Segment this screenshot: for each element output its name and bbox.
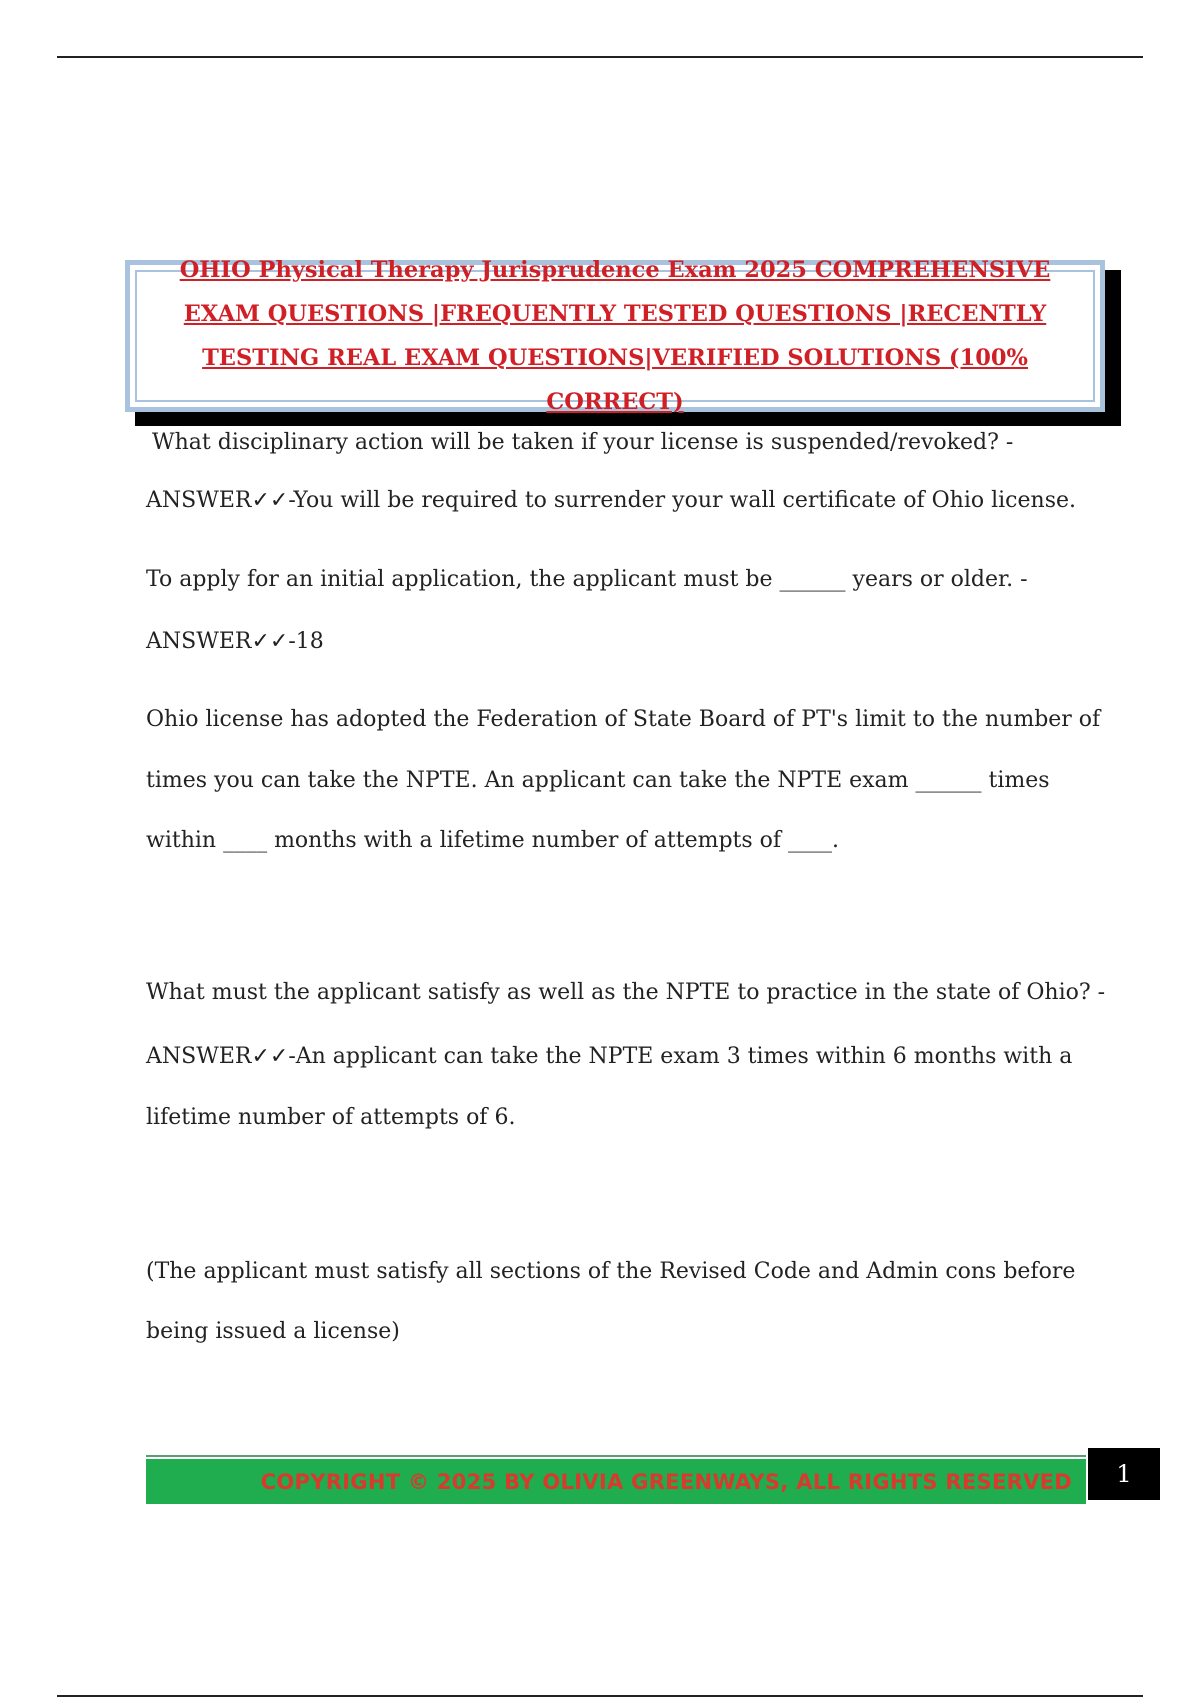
- footer-rule: [146, 1455, 1086, 1457]
- note-line-1: (The applicant must satisfy all sections of the Revised Code and Admin cons before: [146, 1259, 1076, 1284]
- question-3-line-3: within ____ months with a lifetime number of attempts of ____.: [146, 828, 840, 853]
- top-rule: [57, 56, 1143, 58]
- answer-2-text: ANSWER✓✓-18: [146, 629, 324, 654]
- note-line-2: being issued a license): [146, 1319, 400, 1344]
- answer-4-line-2: lifetime number of attempts of 6.: [146, 1105, 516, 1130]
- question-3-line-2: times you can take the NPTE. An applicant can take the NPTE exam ______ times: [146, 768, 1050, 793]
- bottom-rule: [57, 1695, 1143, 1697]
- answer-1-text: ANSWER✓✓-You will be required to surrender your wall certificate of Ohio license.: [146, 488, 1076, 513]
- document-body: [146, 428, 1106, 1347]
- footer-bar: [146, 1459, 1086, 1504]
- answer-4-line-1: ANSWER✓✓-An applicant can take the NPTE exam 3 times within 6 months with a: [146, 1044, 1073, 1069]
- question-2-text: To apply for an initial application, the applicant must be ______ years or older. -: [146, 567, 1028, 592]
- question-1-text: What disciplinary action will be taken if your license is suspended/revoked? -: [152, 430, 1014, 455]
- question-4-text: What must the applicant satisfy as well as the NPTE to practice in the state of Ohio? -: [146, 980, 1106, 1005]
- title-box: [125, 257, 1105, 415]
- document-title: OHIO Physical Therapy Jurisprudence Exam 2025 COMPREHENSIVE EXAM QUESTIONS |FREQUENTLY TESTED QUESTIONS |RECENTLY TESTING REAL EXAM QUESTIONS|VERIFIED SOLUTIONS (100% CORRECT): [179, 257, 1051, 415]
- question-3-line-1: Ohio license has adopted the Federation of State Board of PT's limit to the number of: [146, 707, 1101, 732]
- page-number: 1: [1088, 1448, 1160, 1500]
- copyright-text: COPYRIGHT © 2025 BY OLIVIA GREENWAYS, ALL RIGHTS RESERVED: [260, 1470, 1072, 1494]
- title-box-inner-border: [135, 257, 1095, 415]
